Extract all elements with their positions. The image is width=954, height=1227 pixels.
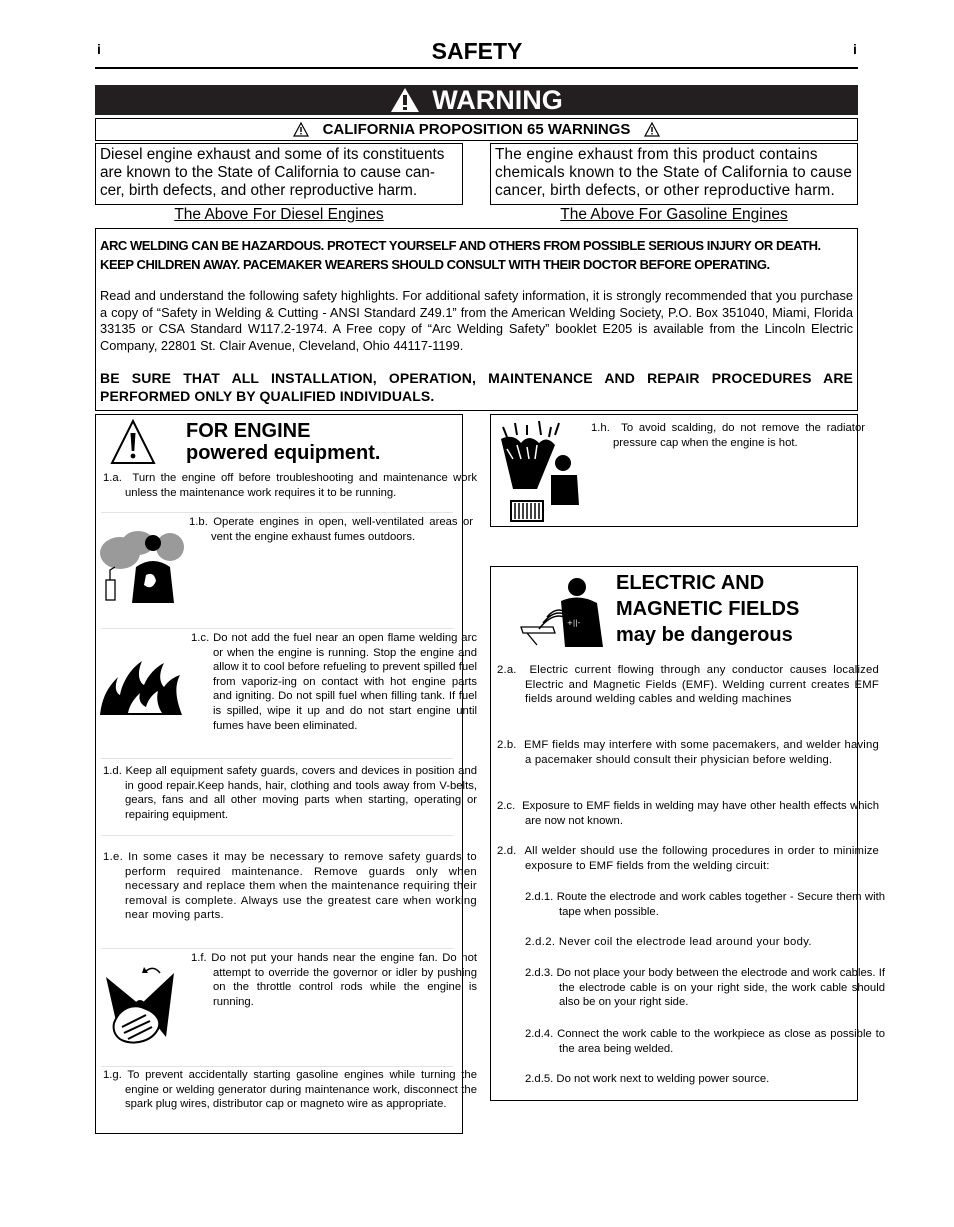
item-text: To prevent accidentally starting gasoline engines while turning the engine or welding generator during maintenance work, disconnect the spark plug wires, distributor cap or magneto wire as appropriate.: [125, 1069, 477, 1111]
svg-text:+||-: +||-: [567, 619, 581, 627]
item-id: 1.h.: [591, 422, 610, 434]
radiator-section: [490, 414, 865, 527]
page-title: SAFETY: [431, 38, 523, 64]
divider: [101, 835, 453, 836]
item-id: 1.a.: [103, 472, 122, 484]
caution-triangle-icon: [644, 122, 660, 137]
gasoline-caption: The Above For Gasoline Engines: [560, 206, 788, 223]
item-id: 2.c.: [497, 800, 516, 812]
item-id: 2.d.3.: [525, 967, 554, 979]
warning-label: WARNING: [432, 84, 563, 115]
header-rule: [95, 67, 858, 69]
list-item-2d3: [525, 966, 885, 1010]
item-id: 1.d.: [103, 765, 122, 777]
list-item-2c: [497, 799, 879, 828]
caution-triangle-icon: [293, 122, 309, 137]
item-id: 2.b.: [497, 739, 517, 751]
emf-title-line-1: ELECTRIC AND: [616, 572, 765, 594]
engine-section: [95, 414, 478, 1134]
list-item-1f: [191, 951, 477, 1009]
item-text: Do not add the fuel near an open flame welding arc or when the engine is running. Stop the engine and allow it to cool before refueling to prevent spilled fuel from vaporiz-ing on contact with hot engine parts and igniting. Do not spill fuel when filling tank. If fuel is spilled, wipe it up and do not start engine until fumes have been eliminated.: [213, 632, 477, 732]
list-item-2a: [497, 663, 879, 707]
item-id: 2.d.1.: [525, 891, 554, 903]
emf-title-line-3: may be dangerous: [616, 624, 793, 646]
prop65-header: [95, 118, 858, 141]
item-text: Operate engines in open, well-ventilated areas or vent the engine exhaust fumes outdoors.: [211, 516, 474, 543]
item-text: All welder should use the following procedures in order to minimize exposure to EMF fields from the welding circuit:: [524, 845, 879, 872]
item-id: 2.d.5.: [525, 1073, 554, 1085]
list-item-2d: [497, 844, 879, 873]
divider: [101, 628, 453, 629]
arc-welding-warning: [95, 228, 858, 411]
diesel-caption: The Above For Diesel Engines: [174, 206, 384, 223]
list-item-2d1: [525, 890, 885, 919]
item-text: Do not place your body between the electrode and work cables. If the electrode cable is on your right side, the work cable should also be on your right side.: [556, 967, 886, 1009]
warning-triangle-icon: [390, 87, 420, 113]
prop65-diesel-text: Diesel engine exhaust and some of its constituents are known to the State of California to cause can-cer, birth defects, and other reproductive harm.: [95, 143, 463, 205]
item-id: 1.c.: [191, 632, 210, 644]
list-item-1e: [103, 850, 477, 923]
engine-subtitle: powered equipment.: [186, 442, 381, 464]
engine-title: FOR ENGINE: [186, 420, 311, 442]
item-text: Do not put your hands near the engine fan. Do not attempt to override the governor or idler by pushing on the throttle control rods while the engine is running.: [211, 952, 478, 1008]
prop65-gasoline-text: The engine exhaust from this product contains chemicals known to the State of California to cause cancer, birth defects, or other reproductive harm.: [490, 143, 858, 205]
item-text: Keep all equipment safety guards, covers and devices in position and in good repair.Keep hands, hair, clothing and tools away from V-belts, gears, fans and all other moving parts when starting, operating or repairing equipment.: [125, 765, 478, 821]
fire-flames-icon: [98, 647, 184, 717]
item-id: 1.b.: [189, 516, 208, 528]
arc-warning-line-1: ARC WELDING CAN BE HAZARDOUS. PROTECT YOURSELF AND OTHERS FROM POSSIBLE SERIOUS INJURY OR DEATH.: [100, 238, 821, 253]
item-text: Do not work next to welding power source.: [556, 1073, 770, 1085]
item-text: In some cases it may be necessary to remove safety guards to perform required maintenance. Remove guards only when necessary and replace them when the maintenance requiring their removal is complete. Always use the greatest care when working near moving parts.: [125, 851, 477, 922]
item-id: 1.g.: [103, 1069, 122, 1081]
item-text: EMF fields may interfere with some pacemakers, and welder having a pacemaker should consult their physician before welding.: [524, 739, 879, 766]
item-text: Electric current flowing through any conductor causes localized Electric and Magnetic Fields (EMF). Welding current creates EMF fields around welding cables and welding machines: [525, 664, 879, 706]
arc-warning-paragraph: Read and understand the following safety highlights. For additional safety information, it is strongly recommended that you purchase a copy of “Safety in Welding & Cutting - ANSI Standard Z49.1” from the American Welding Society, P.O. Box 351040, Miami, Florida 33135 or CSA Standard W117.2-1974. A Free copy of “Arc Welding Safety” booklet E205 is available from the Lincoln Electric Company, 22801 St. Clair Avenue, Cleveland, Ohio 44117-1199.: [100, 288, 853, 353]
radiator-scalding-icon: [493, 419, 581, 523]
warning-banner: [95, 85, 858, 115]
list-item-2d2: [525, 935, 885, 950]
list-item-1d: [103, 764, 477, 822]
exclamation-triangle-icon: [110, 419, 156, 465]
item-id: 1.f.: [191, 952, 207, 964]
divider: [101, 1066, 453, 1067]
welder-emf-icon: [517, 573, 607, 649]
item-id: 1.e.: [103, 851, 124, 863]
item-id: 2.d.4.: [525, 1028, 554, 1040]
list-item-1h: [591, 421, 865, 450]
prop65-title: CALIFORNIA PROPOSITION 65 WARNINGS: [322, 121, 631, 138]
hand-fan-icon: [100, 963, 180, 1047]
page-number-left: i: [97, 41, 101, 57]
item-text: Never coil the electrode lead around your body.: [558, 936, 812, 948]
list-item-2b: [497, 738, 879, 767]
divider: [101, 948, 453, 949]
item-id: 2.d.2.: [525, 936, 556, 948]
list-item-2d5: [525, 1072, 885, 1087]
page-number-right: i: [853, 41, 857, 57]
qualified-notice: BE SURE THAT ALL INSTALLATION, OPERATION, MAINTENANCE AND REPAIR PROCEDURES ARE PERFORMED ONLY BY QUALIFIED INDIVIDUALS.: [100, 370, 853, 404]
item-text: Connect the work cable to the workpiece as close as possible to the area being welded.: [557, 1028, 885, 1055]
emf-title-line-2: MAGNETIC FIELDS: [616, 598, 800, 620]
item-text: Turn the engine off before troubleshooting and maintenance work unless the maintenance work requires it to be running.: [125, 472, 477, 499]
list-item-1b: [189, 515, 473, 544]
list-item-1g: [103, 1068, 477, 1112]
list-item-1c: [191, 631, 477, 733]
item-id: 2.a.: [497, 664, 517, 676]
arc-warning-line-2: KEEP CHILDREN AWAY. PACEMAKER WEARERS SHOULD CONSULT WITH THEIR DOCTOR BEFORE OPERATING.: [100, 257, 770, 272]
list-item-1a: [103, 471, 477, 500]
item-id: 2.d.: [497, 845, 517, 857]
list-item-2d4: [525, 1027, 885, 1056]
item-text: To avoid scalding, do not remove the radiator pressure cap when the engine is hot.: [613, 422, 865, 449]
exhaust-fumes-icon: [98, 525, 186, 605]
item-text: Exposure to EMF fields in welding may have other health effects which are now not known.: [522, 800, 879, 827]
emf-section: [490, 566, 886, 1101]
divider: [101, 512, 453, 513]
divider: [101, 758, 453, 759]
item-text: Route the electrode and work cables together - Secure them with tape when possible.: [556, 891, 886, 918]
